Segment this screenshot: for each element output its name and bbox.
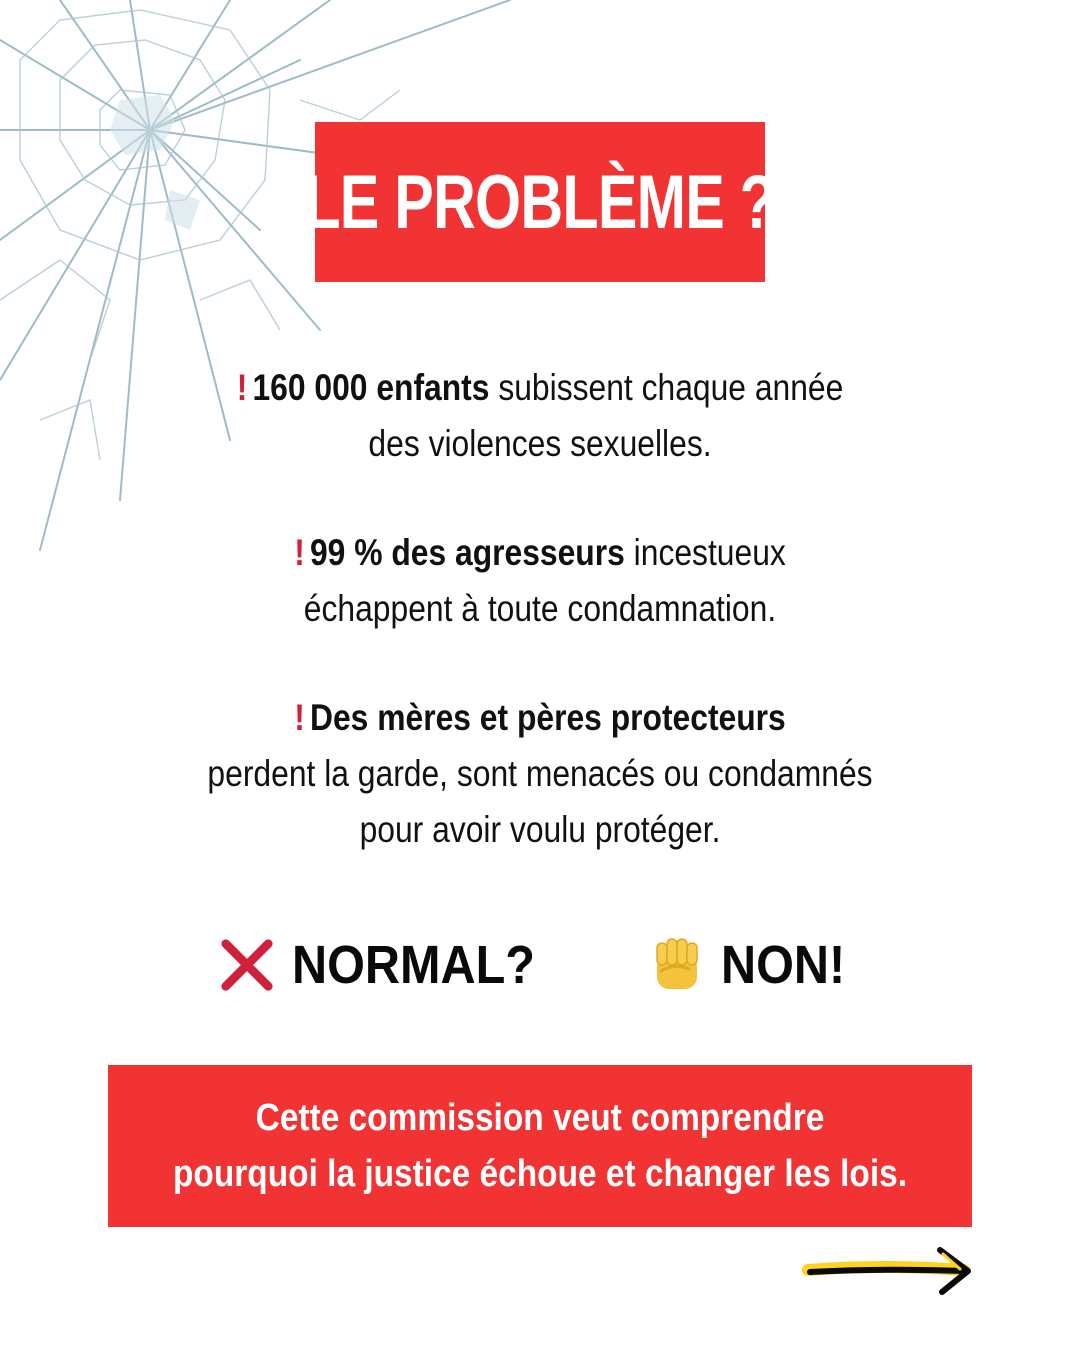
fact-line-2: échappent à toute condamnation. <box>303 588 777 629</box>
verdict-answer-text: NON! <box>721 935 846 995</box>
fact-text: incestueux <box>624 532 786 573</box>
next-arrow-icon[interactable] <box>800 1240 980 1300</box>
cta-line-2: pourquoi la justice échoue et changer les lois. <box>172 1153 908 1195</box>
fact-item <box>90 360 990 472</box>
fact-highlight: 160 000 enfants <box>252 367 490 408</box>
facts-list <box>90 360 990 911</box>
verdict-answer <box>645 925 859 1005</box>
cta-banner <box>108 1065 972 1227</box>
fact-line-2: des violences sexuelles. <box>368 423 712 464</box>
title-banner <box>304 122 776 282</box>
fact-line <box>153 360 927 416</box>
exclamation-icon: ! <box>236 367 248 408</box>
fact-line <box>153 525 927 581</box>
fact-line-3: pour avoir voulu protéger. <box>359 809 721 850</box>
exclamation-icon: ! <box>294 532 305 573</box>
fact-line <box>153 690 927 746</box>
raised-fist-icon <box>645 933 709 997</box>
verdict-row <box>0 925 1080 1005</box>
verdict-question-text: NORMAL? <box>292 935 535 995</box>
fact-item <box>90 690 990 858</box>
page-title: LE PROBLÈME ? <box>304 159 776 245</box>
cross-mark-icon <box>218 936 276 994</box>
exclamation-icon: ! <box>294 697 305 738</box>
cta-line-1: Cette commission veut comprendre <box>255 1097 825 1139</box>
verdict-question <box>218 925 562 1005</box>
fact-line-2: perdent la garde, sont menacés ou condamnés <box>207 753 873 794</box>
fact-highlight: 99 % des agresseurs <box>309 532 625 573</box>
fact-highlight: Des mères et pères protecteurs <box>309 697 786 738</box>
fact-item <box>90 525 990 637</box>
fact-text: subissent chaque année <box>489 367 844 408</box>
